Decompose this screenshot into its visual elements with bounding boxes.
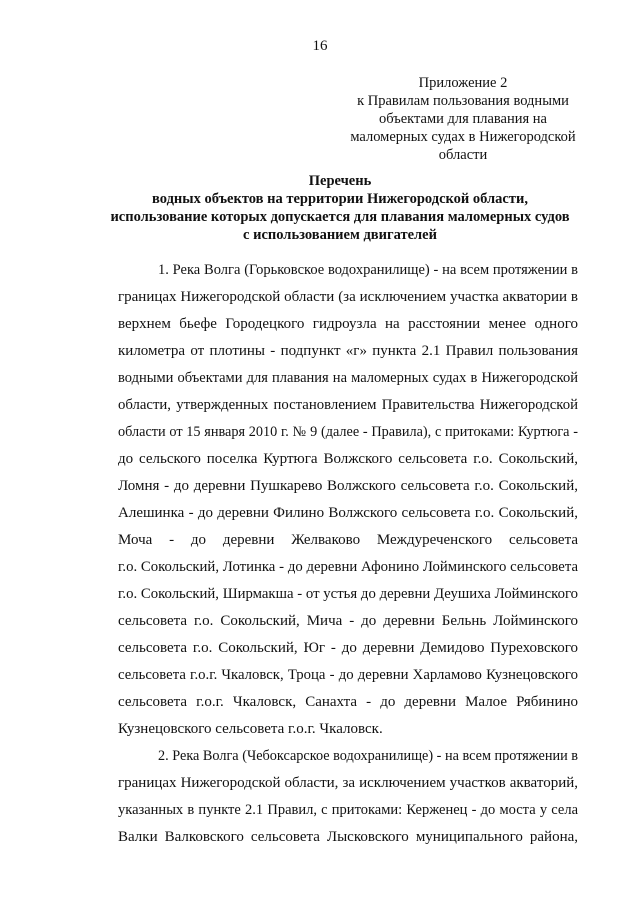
text-line: границах Нижегородской области (за исключением участка акватории в (118, 289, 578, 305)
text-line: Алешинка - до деревни Филино Волжского сельсовета г.о. Сокольский, (118, 505, 578, 521)
page-number: 16 (312, 38, 328, 54)
paragraph-1 (118, 257, 578, 743)
paragraph-2 (118, 743, 578, 851)
text-line: указанных в пункте 2.1 Правил, с притоками: Керженец - до моста у села (118, 802, 578, 818)
text-line: Моча - до деревни Желваково Междуреченского сельсовета (118, 532, 578, 548)
text-line: сельсовета г.о. Сокольский, Юг - до деревни Демидово Пуреховского (118, 640, 578, 656)
text-line: области, утвержденных постановлением Правительства Нижегородской (118, 397, 578, 413)
text-line: г.о. Сокольский, Лотинка - до деревни Афонино Лойминского сельсовета (118, 559, 578, 575)
title-line: с использованием двигателей (243, 227, 437, 243)
text-line: водными объектами для плавания на маломерных судах в Нижегородской (118, 370, 578, 386)
document-body (118, 257, 578, 851)
text-line: границах Нижегородской области, за исключением участков акваторий, (118, 775, 578, 791)
appendix-line: Приложение 2 (418, 75, 508, 91)
text-line: Ломня - до деревни Пушкарево Волжского сельсовета г.о. Сокольский, (118, 478, 578, 494)
text-line: сельсовета г.о. Сокольский, Мича - до деревни Бельнь Лойминского (118, 613, 578, 629)
title-line: водных объектов на территории Нижегородской области, (152, 191, 528, 207)
text-line: сельсовета г.о.г. Чкаловск, Троца - до деревни Харламово Кузнецовского (118, 667, 578, 683)
text-line: г.о. Сокольский, Ширмакша - от устья до деревни Деушиха Лойминского (118, 586, 578, 602)
text-line: 2. Река Волга (Чебоксарское водохранилище) - на всем протяжении в (158, 748, 578, 764)
text-line: области от 15 января 2010 г. № 9 (далее - Правила), с притоками: Куртюга - (118, 424, 578, 440)
text-line: верхнем бьефе Городецкого гидроузла на расстоянии менее одного (118, 316, 578, 332)
appendix-heading (338, 74, 588, 164)
text-line: 1. Река Волга (Горьковское водохранилище) - на всем протяжении в (158, 262, 578, 278)
title-line: использование которых допускается для плавания маломерных судов (110, 209, 570, 225)
document-title (60, 172, 620, 244)
appendix-line: области (438, 147, 488, 163)
title-line: Перечень (308, 173, 372, 189)
appendix-line: маломерных судах в Нижегородской (350, 129, 576, 145)
text-line: до сельского поселка Куртюга Волжского сельсовета г.о. Сокольский, (118, 451, 578, 467)
text-line: сельсовета г.о.г. Чкаловск, Санахта - до деревни Малое Рябинино (118, 694, 578, 710)
appendix-line: к Правилам пользования водными (357, 93, 569, 109)
text-line: Валки Валковского сельсовета Лысковского муниципального района, (118, 829, 578, 845)
text-line: Кузнецовского сельсовета г.о.г. Чкаловск. (118, 721, 383, 737)
appendix-line: объектами для плавания на (378, 111, 547, 127)
text-line: километра от плотины - подпункт «г» пункта 2.1 Правил пользования (118, 343, 578, 359)
